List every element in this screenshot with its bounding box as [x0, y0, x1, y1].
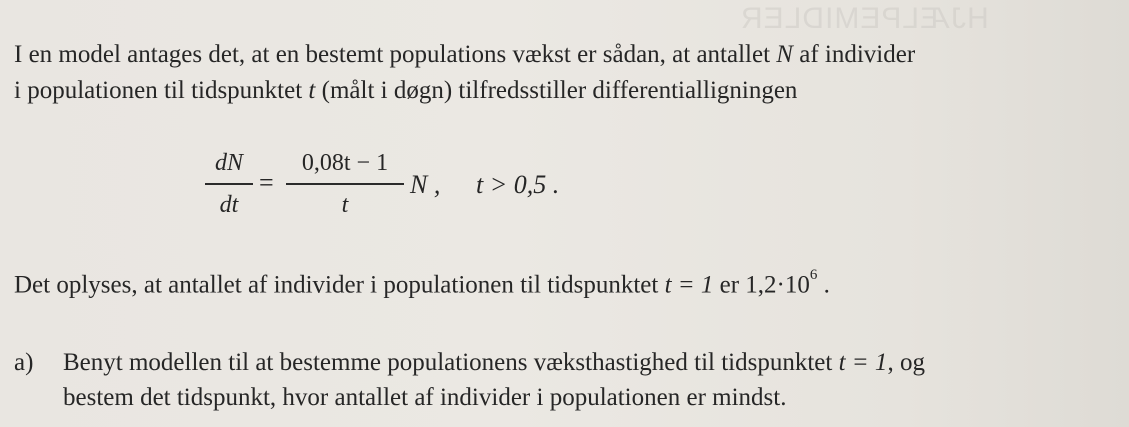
text: Det oplyses, at antallet af individer i populationen til tidspunktet: [14, 271, 665, 299]
question-a-line-1: [63, 350, 925, 375]
rhs-numerator: 0,08t − 1: [301, 150, 389, 176]
question-a-label: a): [14, 349, 34, 376]
paragraph-line-1: [14, 42, 915, 67]
text: I en model antages det, at en bestemt populations vækst er sådan, at antallet: [14, 41, 777, 68]
time-value: t = 1: [664, 271, 714, 299]
lhs-fraction-bar: [205, 183, 253, 185]
exponent: 6: [809, 267, 818, 283]
text: (målt i døgn) tilfredsstiller differentialligningen: [315, 77, 798, 104]
text: Benyt modellen til at bestemme populationens væksthastighed til tidspunktet: [63, 349, 839, 376]
given-info-line: [14, 267, 830, 299]
lhs-numerator: dN: [214, 150, 243, 176]
text: er 1,2·10: [713, 271, 810, 299]
rhs-factor: N ,: [410, 170, 441, 199]
text: .: [817, 271, 830, 299]
question-a-line-2: bestem det tidspunkt, hvor antallet af individer i populationen er mindst.: [63, 384, 787, 411]
show-through-text: HJÆLPEMIDLER: [740, 2, 989, 35]
text: af individer: [792, 41, 916, 68]
text: , og: [887, 349, 925, 376]
equals-sign: =: [259, 168, 274, 197]
paragraph-line-2: [14, 78, 797, 103]
time-value: t = 1: [838, 349, 888, 376]
rhs-fraction-bar: [286, 183, 404, 185]
variable-t: t: [308, 77, 316, 104]
lhs-denominator: dt: [219, 192, 239, 218]
text: i populationen til tidspunktet: [14, 77, 309, 104]
domain-condition: t > 0,5 .: [476, 170, 560, 199]
variable-N: N: [776, 41, 793, 68]
rhs-denominator: t: [341, 192, 349, 218]
